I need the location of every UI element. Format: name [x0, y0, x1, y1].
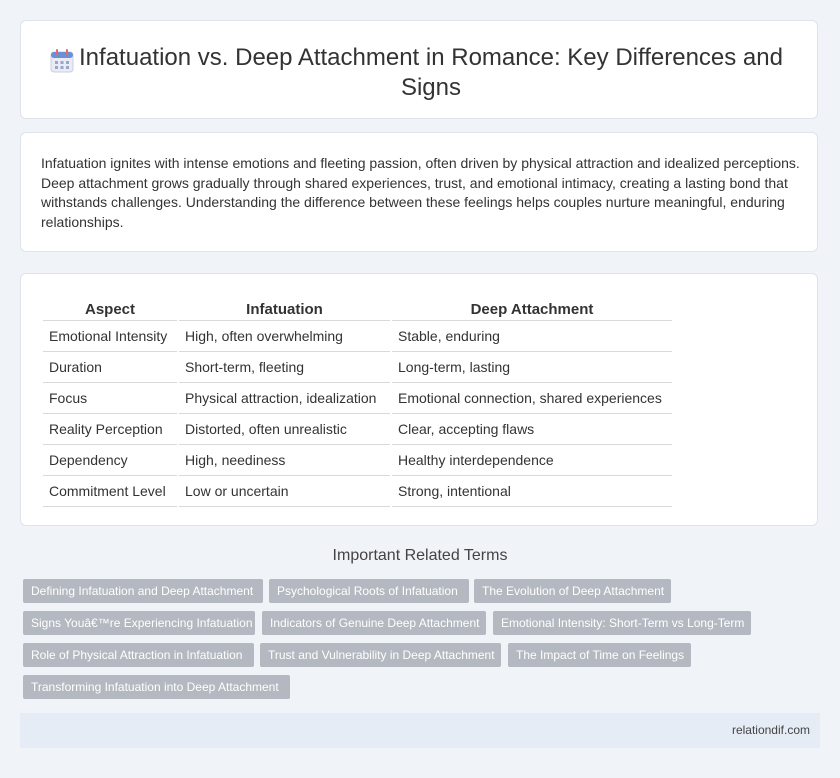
table-cell: Emotional Intensity — [43, 321, 178, 352]
intro-paragraph: Infatuation ignites with intense emotions and fleeting passion, often driven by physical attraction and idealized perceptions. Deep attachment grows gradually through shared experiences, trust, and emotional intimacy, creating a lasting bond that withstands challenges. Understanding the difference between these feelings helps couples nurture meaningful, enduring relationships. — [41, 155, 800, 230]
table-cell: Clear, accepting flaws — [391, 414, 673, 445]
table-cell: Distorted, often unrealistic — [178, 414, 391, 445]
table-cell: Reality Perception — [43, 414, 178, 445]
table-cell: Short-term, fleeting — [178, 352, 391, 383]
related-term-tag[interactable]: Psychological Roots of Infatuation — [269, 579, 469, 603]
table-cell: Emotional connection, shared experiences — [391, 383, 673, 414]
table-cell: High, neediness — [178, 445, 391, 476]
column-header-aspect: Aspect — [43, 296, 178, 321]
table-cell: Commitment Level — [43, 476, 178, 507]
table-cell: Strong, intentional — [391, 476, 673, 507]
page-title: Infatuation vs. Deep Attachment in Romance: Key Differences and Signs — [79, 44, 783, 101]
related-term-tag[interactable]: Transforming Infatuation into Deep Attachment — [23, 675, 290, 699]
intro-card — [20, 132, 818, 252]
related-term-tag[interactable]: Role of Physical Attraction in Infatuation — [23, 643, 254, 667]
table-row — [43, 352, 673, 383]
table-row — [43, 383, 673, 414]
table-row — [43, 476, 673, 507]
table-cell: Long-term, lasting — [391, 352, 673, 383]
table-row — [43, 445, 673, 476]
table-cell: Low or uncertain — [178, 476, 391, 507]
related-term-tag[interactable]: Emotional Intensity: Short-Term vs Long-Term — [493, 611, 751, 635]
table-cell: Stable, enduring — [391, 321, 673, 352]
related-term-tag[interactable]: Trust and Vulnerability in Deep Attachment — [260, 643, 501, 667]
footer-site[interactable]: relationdif.com — [731, 723, 810, 737]
related-term-tag[interactable]: Defining Infatuation and Deep Attachment — [23, 579, 263, 603]
table-header-row — [43, 296, 673, 321]
table-row — [43, 321, 673, 352]
title-card — [20, 20, 818, 119]
related-terms-heading: Important Related Terms — [332, 547, 508, 564]
comparison-card — [20, 273, 818, 526]
table-cell: Dependency — [43, 445, 178, 476]
table-row — [43, 414, 673, 445]
comparison-table — [43, 296, 674, 507]
table-cell: High, often overwhelming — [178, 321, 391, 352]
column-header-infatuation: Infatuation — [178, 296, 391, 321]
column-header-deep-attachment: Deep Attachment — [391, 296, 673, 321]
table-cell: Focus — [43, 383, 178, 414]
related-term-tag[interactable]: The Impact of Time on Feelings — [508, 643, 691, 667]
table-cell: Physical attraction, idealization — [178, 383, 391, 414]
table-cell: Duration — [43, 352, 178, 383]
footer — [20, 713, 820, 748]
related-term-tag[interactable]: Indicators of Genuine Deep Attachment — [262, 611, 486, 635]
related-term-tag[interactable]: Signs Youâ€™re Experiencing Infatuation — [23, 611, 255, 635]
table-cell: Healthy interdependence — [391, 445, 673, 476]
related-term-tag[interactable]: The Evolution of Deep Attachment — [474, 579, 671, 603]
